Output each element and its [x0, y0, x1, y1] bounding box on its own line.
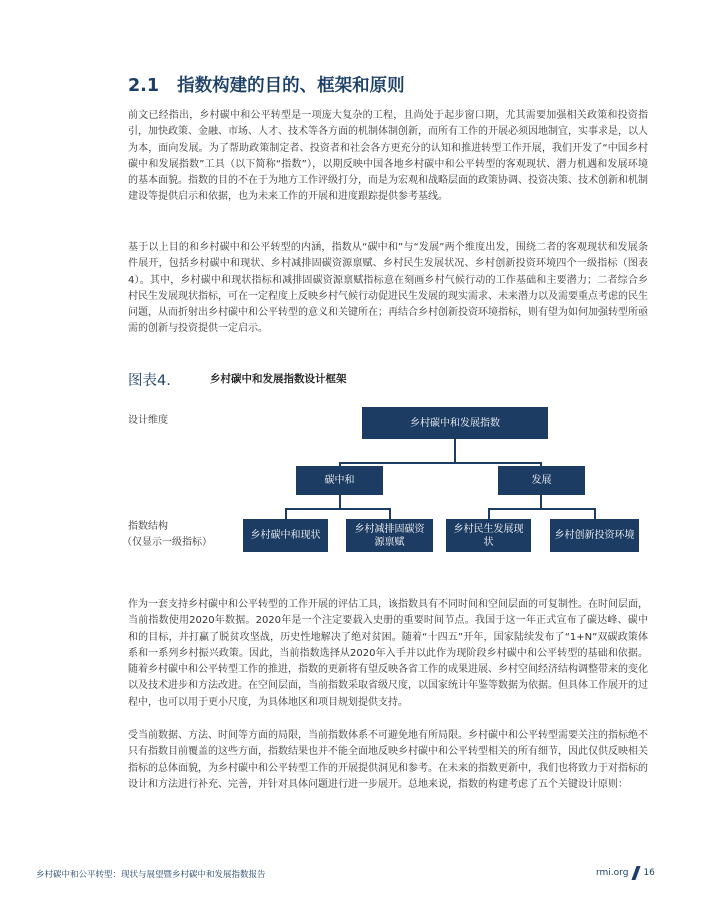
footer-site: rmi.org [596, 868, 629, 878]
figure-title: 乡村碳中和发展指数设计框架 [210, 373, 347, 385]
paragraph-limitations: 受当前数据、方法、时间等方面的局限，当前指数体系不可避免地有所局限。乡村碳中和公平转型需要关注的指标绝不只有指数目前覆盖的这些方面，指数结果也并不能全面地反映乡村碳中和公平转型相关的所有细节，因此仅供反映相关指标的总体面貌，为乡村碳中和公平转型工作的开展提供洞见和参考。在未来的指数更新中，我们也将致力于对指标的设计和方法进行补充、完善，并针对具体问题进行进一步展开。总地来说，指数的构建考虑了五个关键设计原则： [128, 730, 648, 790]
indicator-box-resource-endowment: 乡村减排固碳资源禀赋 [346, 519, 433, 552]
paragraph-purpose: 前文已经指出，乡村碳中和公平转型是一项庞大复杂的工程，且尚处于起步窗口期，尤其需要加强相关政策和投资指引，加快政策、金融、市场、人才、技术等各方面的机制体制创新，而所有工作的开展必须因地制宜，实事求是，以人为本，面向发展。为了帮助政策制定者、投资者和社会各方更充分的认知和推进转型工作开展，我们开发了“中国乡村碳中和发展指数”工具（以下简称“指数”），以期反映中国各地乡村碳中和公平转型的客观现状、潜力机遇和发展环境的基本面貌。指数的目的不在于为地方工作评级打分，而是为宏观和战略层面的政策协调、投资决策、技术创新和机制建设等提供启示和依据，也为未来工作的开展和进度跟踪提供参考基线。 [128, 110, 648, 203]
root-node-box: 乡村碳中和发展指数 [362, 407, 548, 439]
paragraph-replicability: 作为一套支持乡村碳中和公平转型的工作开展的评估工具，该指数具有不同时间和空间层面的可复制性。在时间层面，当前指数使用2020年数据。2020年是一个注定要载入史册的重要时间节点。我国于这一年正式宣布了碳达峰、碳中和的目标，并打赢了脱贫攻坚战，历史性地解决了绝对贫困。随着“十四五”开年，国家陆续发布了“1+N”双碳政策体系和一系列乡村振兴政策。因此，当前指数选择从2020年入手并以此作为现阶段乡村碳中和公平转型的基础和依据。随着乡村碳中和公平转型工作的推进，指数的更新将有望反映各省工作的成果进展、乡村空间经济结构调整带来的变化以及技术进步和方法改进。在空间层面，当前指数采取省级尺度，以国家统计年鉴等数据为依据。但具体工作展开的过程中，也可以用于更小尺度，为具体地区和项目规划提供支持。 [128, 599, 648, 708]
connector-line [540, 495, 542, 509]
connector-line [488, 508, 595, 510]
connector-line [285, 508, 287, 519]
connector-line [454, 439, 456, 463]
index-structure-label: 指数结构 [128, 521, 168, 532]
indicator-box-carbon-status: 乡村碳中和现状 [243, 519, 328, 552]
design-dimension-label: 设计维度 [128, 415, 168, 426]
connector-line [488, 508, 490, 519]
connector-line [339, 495, 341, 509]
section-number: 2.1 [128, 76, 160, 96]
connector-line [594, 508, 596, 519]
section-title: 指数构建的目的、框架和原则 [177, 76, 405, 96]
section-heading [128, 72, 648, 97]
indicator-box-livelihood: 乡村民生发展现状 [446, 519, 531, 552]
dimension-box-carbon-neutrality: 碳中和 [296, 466, 383, 495]
paragraph-framework: 基于以上目的和乡村碳中和公平转型的内涵，指数从“碳中和”与“发展”两个维度出发，围绕二者的客观现状和发展条件展开，包括乡村碳中和现状、乡村减排固碳资源禀赋、乡村民生发展状况、乡村创新投资环境四个一级指标（图表4）。其中，乡村碳中和现状指标和减排固碳资源禀赋指标意在刻画乡村气候行动的工作基础和主要潜力；二者综合乡村民生发展现状指标，可在一定程度上反映乡村气候行动促进民生发展的现实需求、未来潜力以及需要重点考虑的民生问题，从而折射出乡村碳中和公平转型的意义和关键所在；再结合乡村创新投资环境指标，则有望为如何加强转型所亟需的创新与投资提供一定启示。 [128, 242, 648, 335]
connector-line [285, 508, 390, 510]
connector-line [339, 462, 541, 464]
footer-report-title: 乡村碳中和公平转型：现状与展望暨乡村碳中和发展指数报告 [36, 870, 266, 880]
index-structure-note: （仅显示一级指标） [122, 537, 212, 548]
indicator-box-investment-environment: 乡村创新投资环境 [550, 519, 639, 552]
slash-divider-icon [632, 866, 641, 880]
page-number: 16 [643, 868, 655, 878]
connector-line [389, 508, 391, 519]
dimension-box-development: 发展 [498, 466, 585, 495]
figure-label: 图表4. [128, 373, 171, 389]
footer-page-info [596, 866, 655, 880]
